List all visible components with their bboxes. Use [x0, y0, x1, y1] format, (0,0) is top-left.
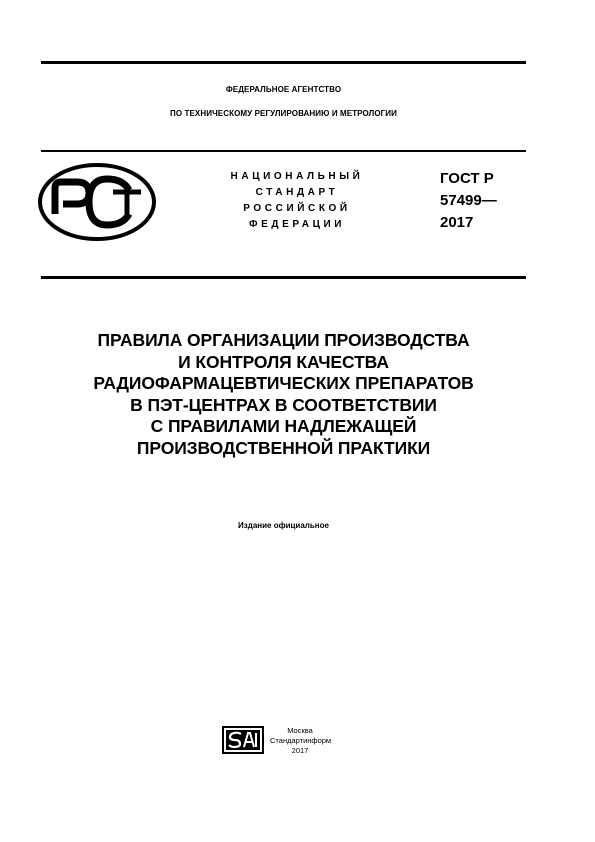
- designation-line-3: 2017: [440, 214, 474, 231]
- lower-rule: [41, 276, 526, 279]
- agency-name-line-1: ФЕДЕРАЛЬНОЕ АГЕНТСТВО: [225, 85, 342, 94]
- document-title: [41, 330, 526, 459]
- title-line: В ПЭТ-ЦЕНТРАХ В СООТВЕТСТВИИ: [130, 394, 437, 415]
- standard-type-line-4: ФЕДЕРАЦИИ: [248, 219, 346, 230]
- standard-type-line-3: РОССИЙСКОЙ: [243, 203, 351, 214]
- standard-type-line-2: СТАНДАРТ: [255, 187, 339, 198]
- title-line: И КОНТРОЛЯ КАЧЕСТВА: [178, 351, 389, 372]
- title-line: РАДИОФАРМАЦЕВТИЧЕСКИХ ПРЕПАРАТОВ: [93, 373, 474, 393]
- designation-line-2: 57499—: [440, 192, 497, 209]
- title-line: С ПРАВИЛАМИ НАДЛЕЖАЩЕЙ: [150, 416, 417, 436]
- publisher-name: Стандартинформ: [270, 736, 332, 745]
- title-line: ПРОИЗВОДСТВЕННОЙ ПРАКТИКИ: [136, 437, 431, 458]
- middle-rule: [41, 150, 526, 152]
- standard-type-line-1: НАЦИОНАЛЬНЫЙ: [230, 171, 364, 182]
- publisher-city: Москва: [287, 726, 313, 735]
- publisher-info: [270, 726, 330, 756]
- agency-name-line-2: ПО ТЕХНИЧЕСКОМУ РЕГУЛИРОВАНИЮ И МЕТРОЛОГИИ: [169, 109, 398, 118]
- publisher-year: 2017: [291, 746, 309, 755]
- top-rule: [41, 61, 526, 64]
- designation-line-1: ГОСТ Р: [440, 170, 494, 187]
- edition-note: Издание официальное: [238, 521, 329, 530]
- pct-emblem-icon: [37, 162, 157, 242]
- title-line: ПРАВИЛА ОРГАНИЗАЦИИ ПРОИЗВОДСТВА: [97, 330, 470, 350]
- standartinform-logo-icon: [222, 726, 264, 754]
